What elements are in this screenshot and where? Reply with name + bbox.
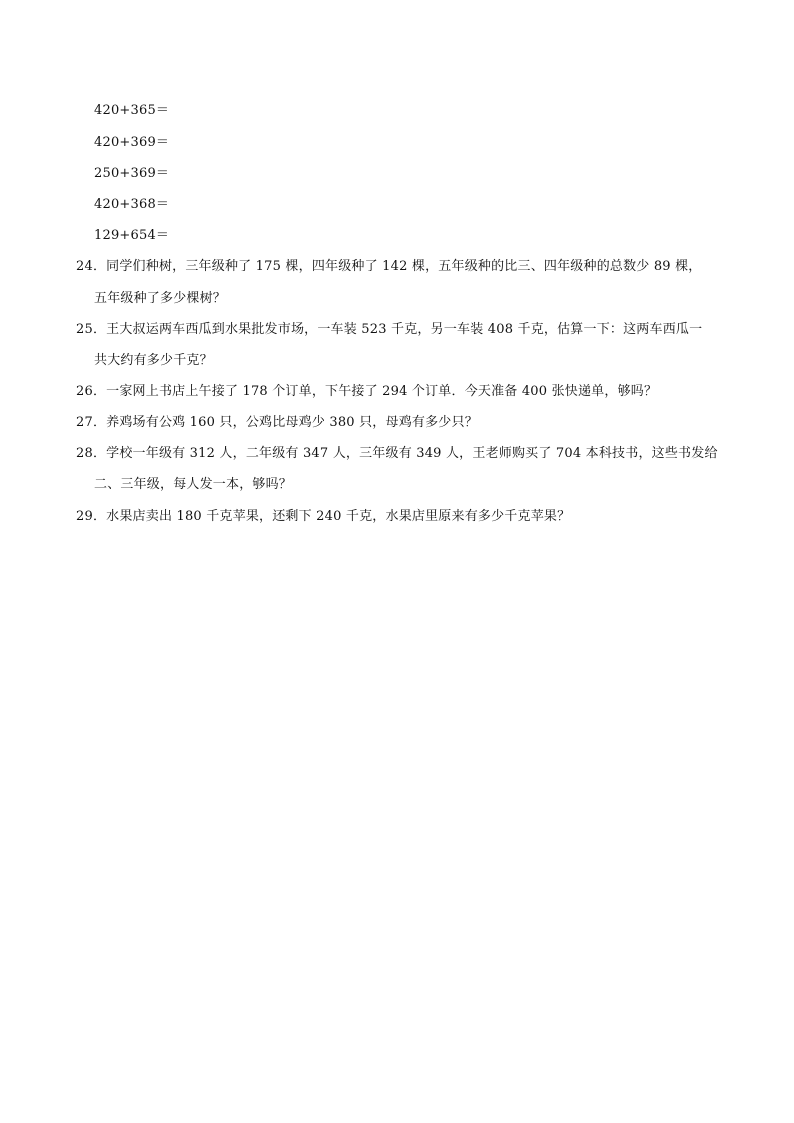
expression-4: 420+368＝ (94, 197, 170, 212)
question-26: 26．一家网上书店上午接了 178 个订单，下午接了 294 个订单．今天准备 400 张快递单，够吗？ (76, 384, 658, 399)
expression-5: 129+654＝ (94, 228, 170, 243)
question-25-line-2: 共大约有多少千克？ (94, 353, 213, 368)
question-27: 27．养鸡场有公鸡 160 只，公鸡比母鸡少 380 只，母鸡有多少只？ (76, 415, 478, 430)
question-25-line-1: 25．王大叔运两车西瓜到水果批发市场，一车装 523 千克，另一车装 408 千克，估算一下：这两车西瓜一 (76, 322, 703, 337)
question-24-line-2: 五年级种了多少棵树？ (94, 291, 227, 306)
question-28-line-2: 二、三年级，每人发一本，够吗？ (94, 477, 293, 492)
question-24-line-1: 24．同学们种树，三年级种了 175 棵，四年级种了 142 棵，五年级种的比三、四年级种的总数少 89 棵， (76, 259, 702, 274)
expression-1: 420+365＝ (94, 103, 170, 118)
question-29: 29．水果店卖出 180 千克苹果，还剩下 240 千克，水果店里原来有多少千克苹果？ (76, 509, 571, 524)
question-28-line-1: 28．学校一年级有 312 人，二年级有 347 人，三年级有 349 人，王老师购买了 704 本科技书，这些书发给 (76, 446, 718, 461)
expression-3: 250+369＝ (94, 166, 170, 181)
expression-2: 420+369＝ (94, 135, 170, 150)
